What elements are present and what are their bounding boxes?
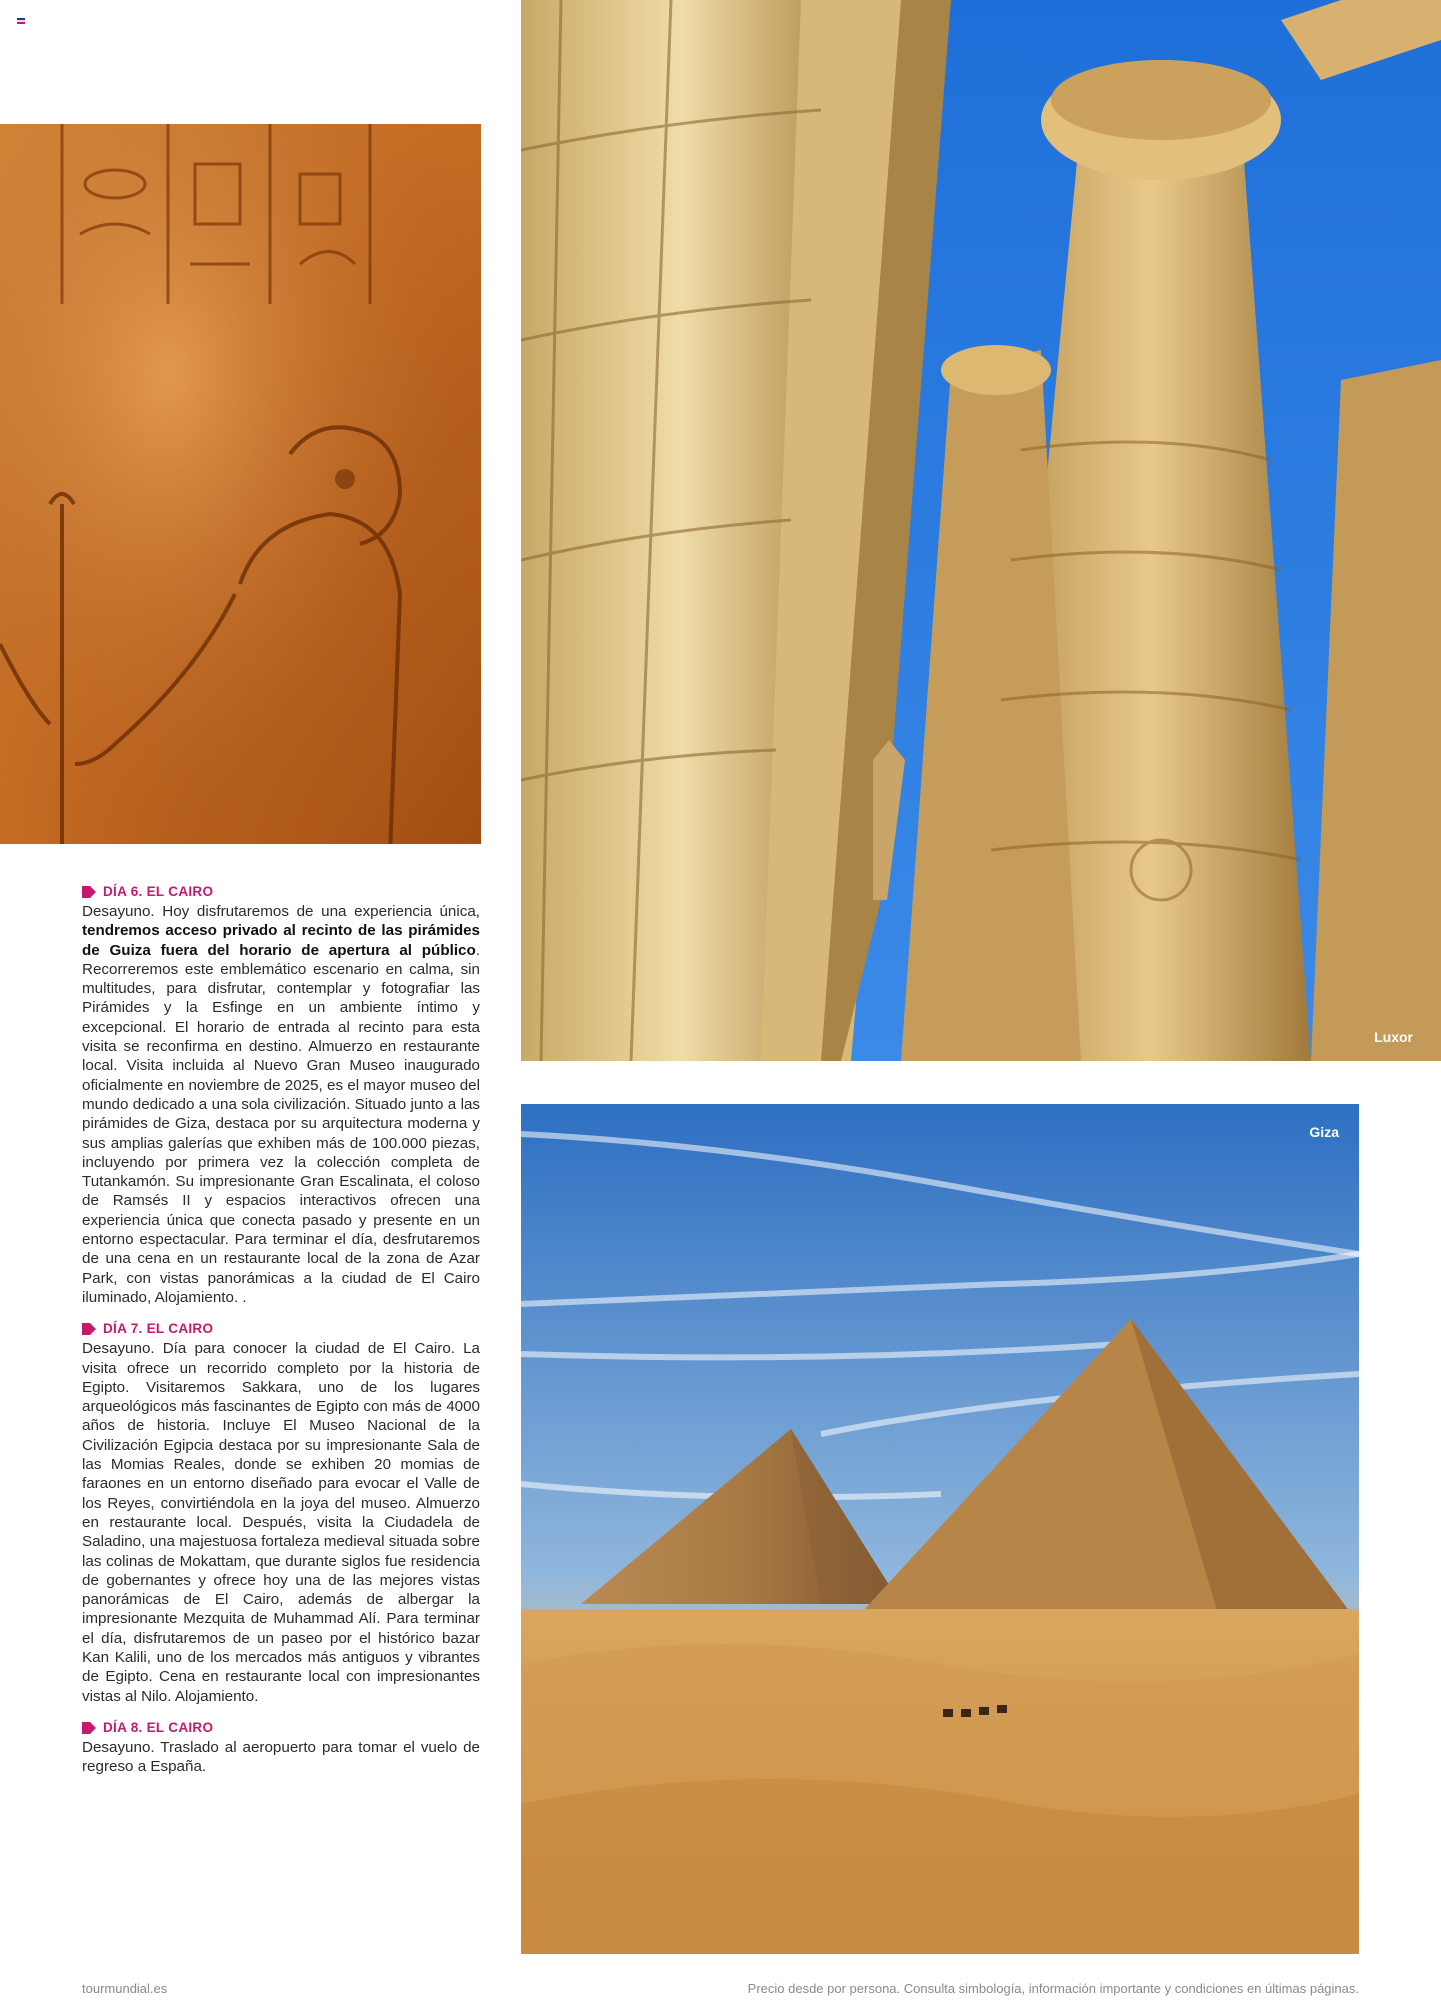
hieroglyph-relief-photo <box>0 124 481 844</box>
giza-pyramids-image <box>521 1104 1359 1954</box>
day-6-section <box>82 884 480 1307</box>
day-7-body: Desayuno. Día para conocer la ciudad de El Cairo. La visita ofrece un recorrido completo por la historia de Egipto. Visitaremos Sakkara, uno de los lugares arqueológicos más fascinantes de Egipto con más de 4000 años de historia. Incluye El Museo Nacional de la Civilización Egipcia destaca por su impresionante Sala de las Momias Reales, donde se exhiben 20 momias de faraones en un entorno diseñado para evocar el Valle de los Reyes, convirtiéndola en la joya del museo. Almuerzo en restaurante local. Después, visita la Ciudadela de Saladino, una majestuosa fortaleza medieval situada sobre las colinas de Mokattam, que durante siglos fue residencia de gobernantes y ofrece hoy una de las mejores vistas panorámicas de El Cairo, además de albergar la impresionante Mezquita de Muhammad Alí. Para terminar el día, disfrutaremos de un paseo por el histórico bazar Kan Kalili, uno de los mercados más antiguos y vibrantes de Egipto. Cena en restaurante local con impresionantes vistas al Nilo. Alojamiento. <box>82 1340 480 1705</box>
day-7-heading-text: DÍA 7. EL CAIRO <box>103 1321 214 1337</box>
footer-site-link[interactable]: tourmundial.es <box>82 1981 168 1996</box>
day-8-body: Desayuno. Traslado al aeropuerto para tomar el vuelo de regreso a España. <box>82 1738 480 1776</box>
luxor-temple-photo <box>521 0 1441 1061</box>
day-6-body-highlight: tendremos acceso privado al recinto de las pirámides de Guiza fuera del horario de apertura al público <box>82 922 480 959</box>
day-8-heading-text: DÍA 8. EL CAIRO <box>103 1719 214 1735</box>
day-8-heading <box>82 1720 480 1736</box>
tag-bullet-icon <box>82 1323 96 1335</box>
itinerary <box>82 884 480 1790</box>
day-8-section <box>82 1720 480 1777</box>
day-6-heading-text: DÍA 6. EL CAIRO <box>103 884 214 899</box>
photo-caption-luxor: Luxor <box>1374 1029 1413 1045</box>
flag-icon <box>17 18 25 24</box>
day-6-body <box>82 902 480 1307</box>
day-6-body-start: Desayuno. Hoy disfrutaremos de una experiencia única, <box>82 903 480 920</box>
giza-pyramids-photo <box>521 1104 1359 1954</box>
day-6-heading <box>82 884 480 900</box>
day-7-section <box>82 1321 480 1706</box>
luxor-columns-image <box>521 0 1441 1061</box>
day-7-heading <box>82 1321 480 1337</box>
tag-bullet-icon <box>82 886 96 898</box>
day-6-body-end: . Recorreremos este emblemático escenario en calma, sin multitudes, para disfrutar, contemplar y fotografiar las Pirámides y la Esfinge en un ambiente íntimo y excepcional. El horario de entrada al recinto para esta visita se reconfirma en destino. Almuerzo en restaurante local. Visita incluida al Nuevo Gran Museo inaugurado oficialmente en noviembre de 2025, es el mayor museo del mundo dedicado a una sola civilización. Situado junto a las pirámides de Giza, destaca por su arquitectura moderna y sus amplias galerías que exhiben más de 100.000 piezas, incluyendo por primera vez la colección completa de Tutankamón. Su impresionante Gran Escalinata, el coloso de Ramsés II y espacios interactivos ofrecen una experiencia única que conecta pasado y presente en un entorno espectacular. Para terminar el día, desfrutaremos de una cena en un restaurante local de la zona de Azar Park, con vistas panorámicas a la ciudad de El Cairo iluminado, Alojamiento. . <box>82 941 480 1306</box>
footer-note: Precio desde por persona. Consulta simbología, información importante y condiciones en últimas páginas. <box>747 1981 1359 1996</box>
tag-bullet-icon <box>82 1722 96 1734</box>
photo-caption-giza: Giza <box>1309 1124 1339 1140</box>
hieroglyph-relief-image <box>0 124 481 844</box>
